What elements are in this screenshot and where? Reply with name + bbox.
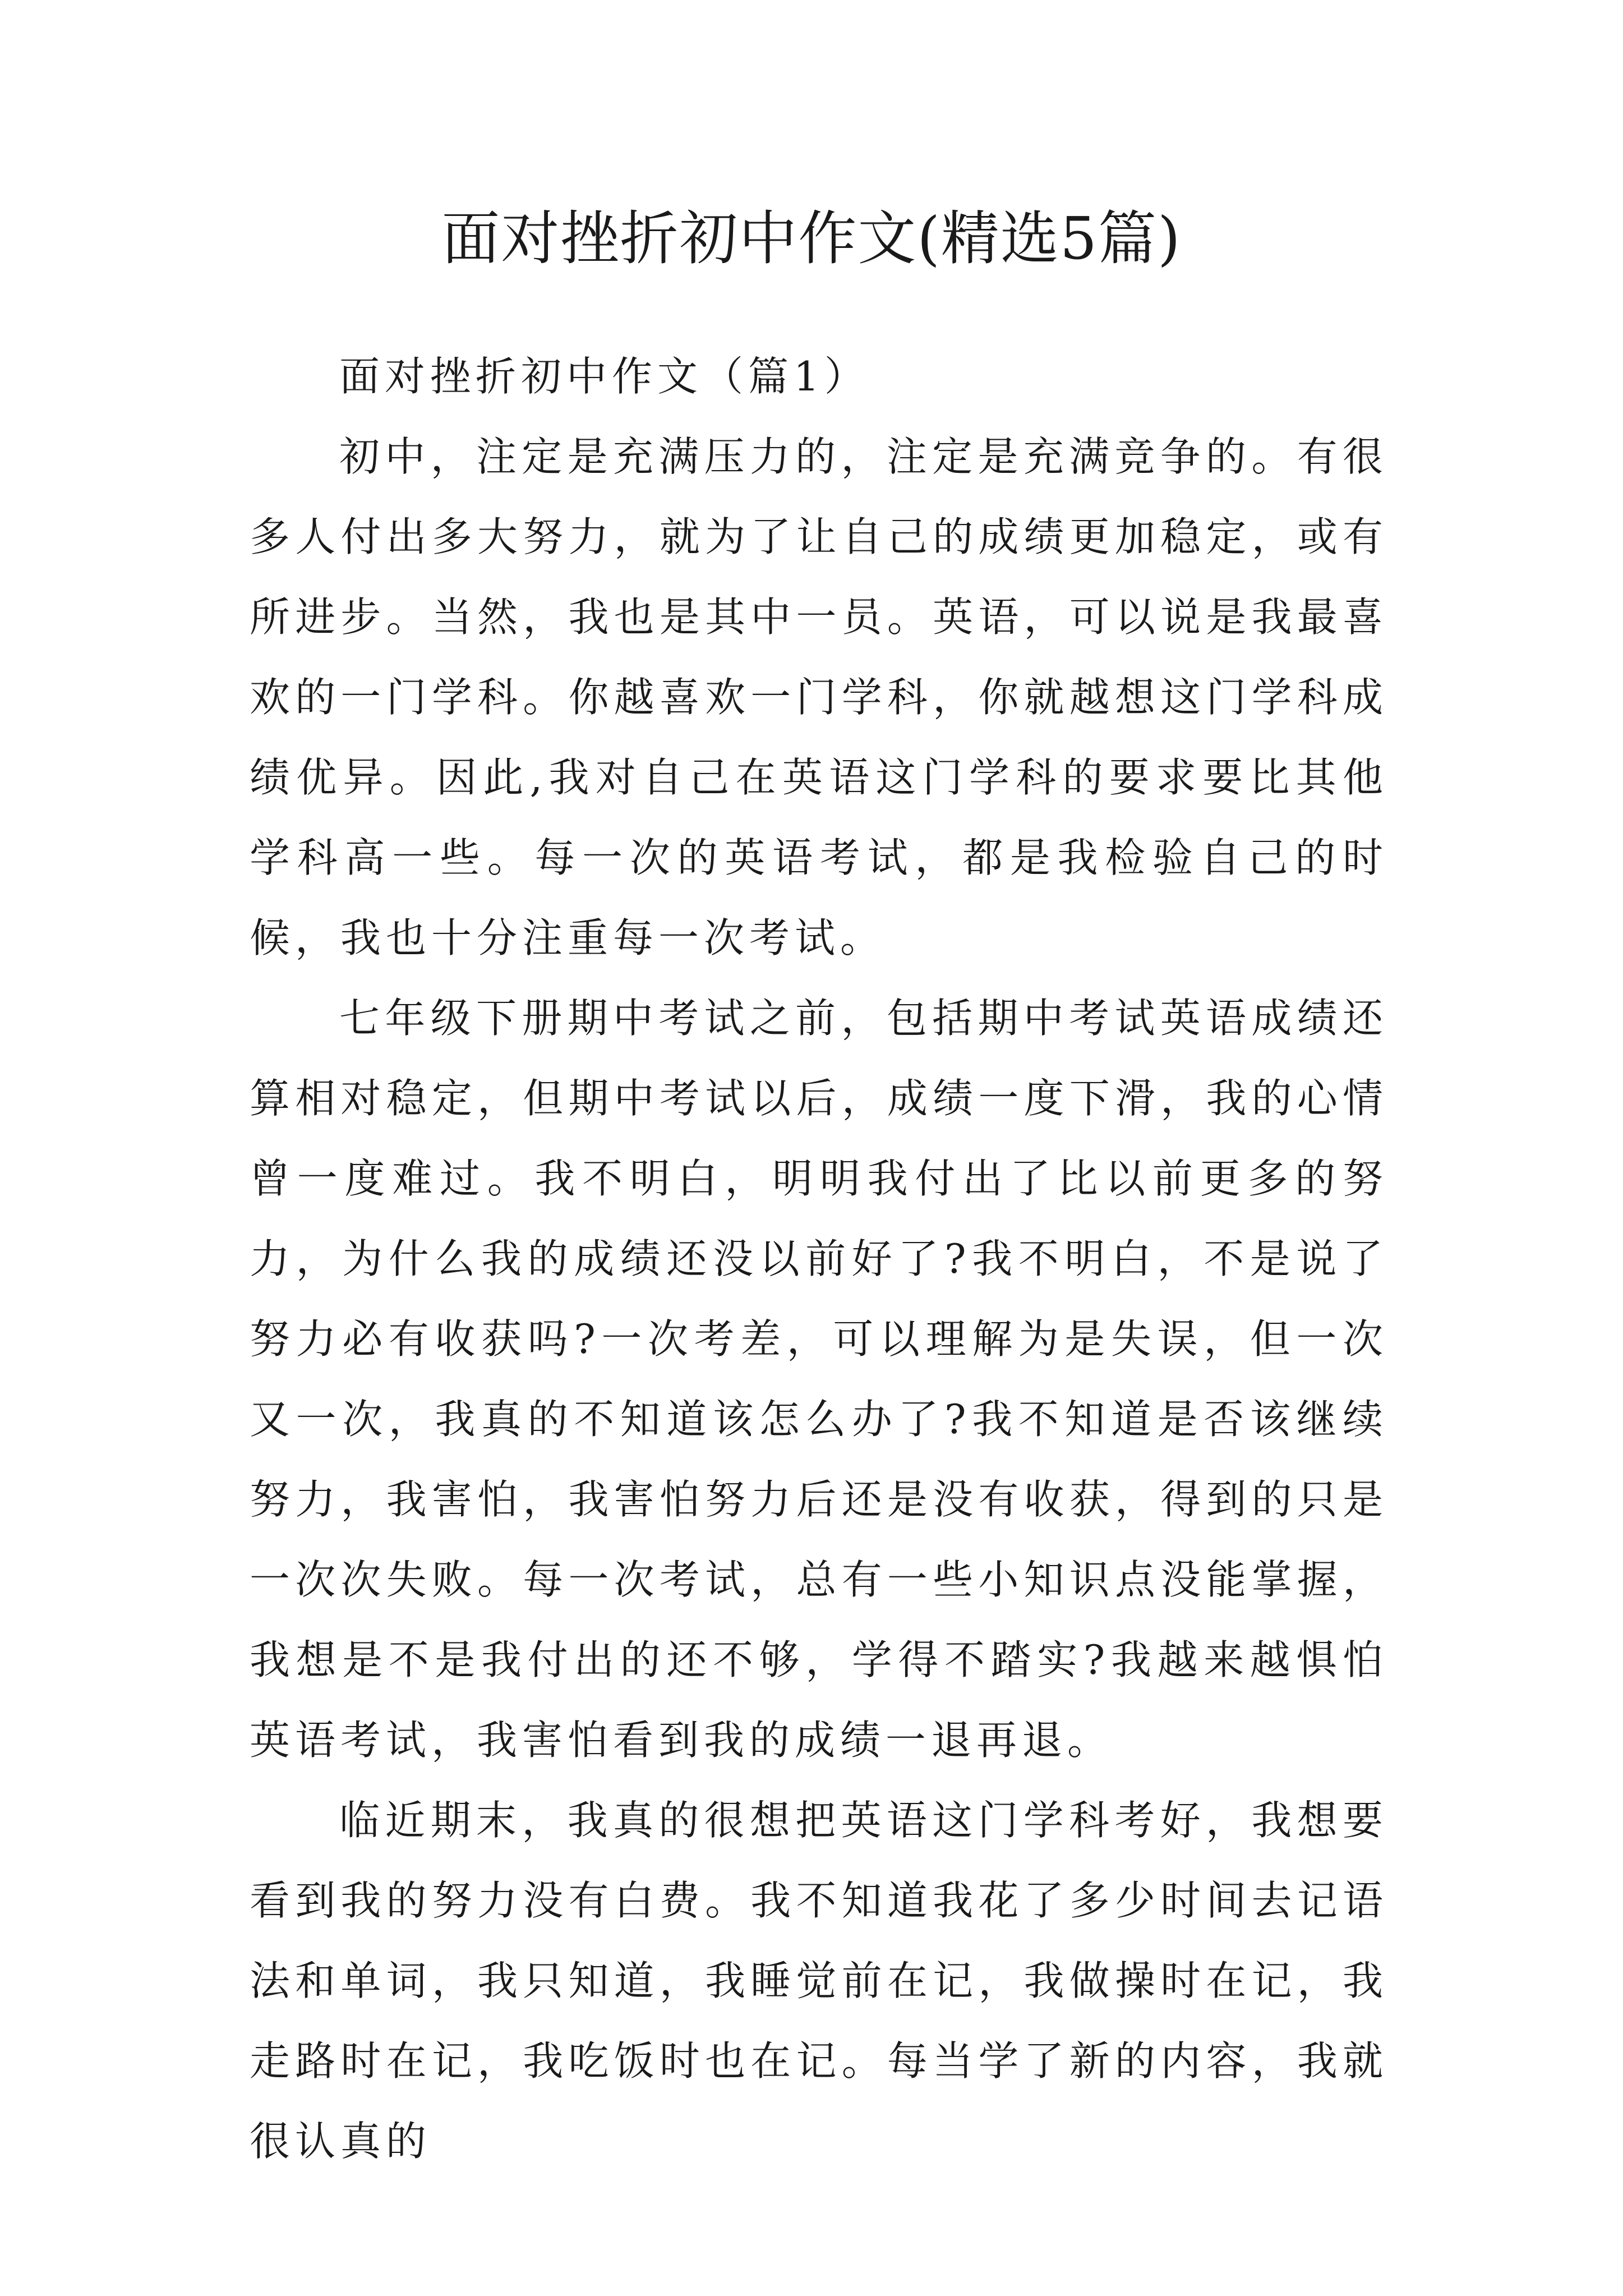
document-title: 面对挫折初中作文(精选5篇) xyxy=(441,204,1182,273)
document-body xyxy=(250,337,1388,2182)
paragraph-1: 初中，注定是充满压力的，注定是充满竞争的。有很多人付出多大努力，就为了让自己的成绩更加稳定，或有所进步。当然，我也是其中一员。英语，可以说是我最喜欢的一门学科。你越喜欢一门学科，你就越想这门学科成绩优异。因此,我对自己在英语这门学科的要求要比其他学科高一些。每一次的英语考试，都是我检验自己的时候，我也十分注重每一次考试。 xyxy=(250,433,1388,961)
paragraph-3: 临近期末，我真的很想把英语这门学科考好，我想要看到我的努力没有白费。我不知道我花了多少时间去记语法和单词，我只知道，我睡觉前在记，我做操时在记，我走路时在记，我吃饭时也在记。每当学了新的内容，我就很认真的 xyxy=(250,1797,1388,2165)
paragraph-2: 七年级下册期中考试之前，包括期中考试英语成绩还算相对稳定，但期中考试以后，成绩一度下滑，我的心情曾一度难过。我不明白，明明我付出了比以前更多的努力，为什么我的成绩还没以前好了?我不明白，不是说了努力必有收获吗?一次考差，可以理解为是失误，但一次又一次，我真的不知道该怎么办了?我不知道是否该继续努力，我害怕，我害怕努力后还是没有收获，得到的只是一次次失败。每一次考试，总有一些小知识点没能掌握，我想是不是我付出的还不够，学得不踏实?我越来越惧怕英语考试，我害怕看到我的成绩一退再退。 xyxy=(250,995,1388,1764)
section-heading: 面对挫折初中作文（篇1） xyxy=(339,353,870,400)
